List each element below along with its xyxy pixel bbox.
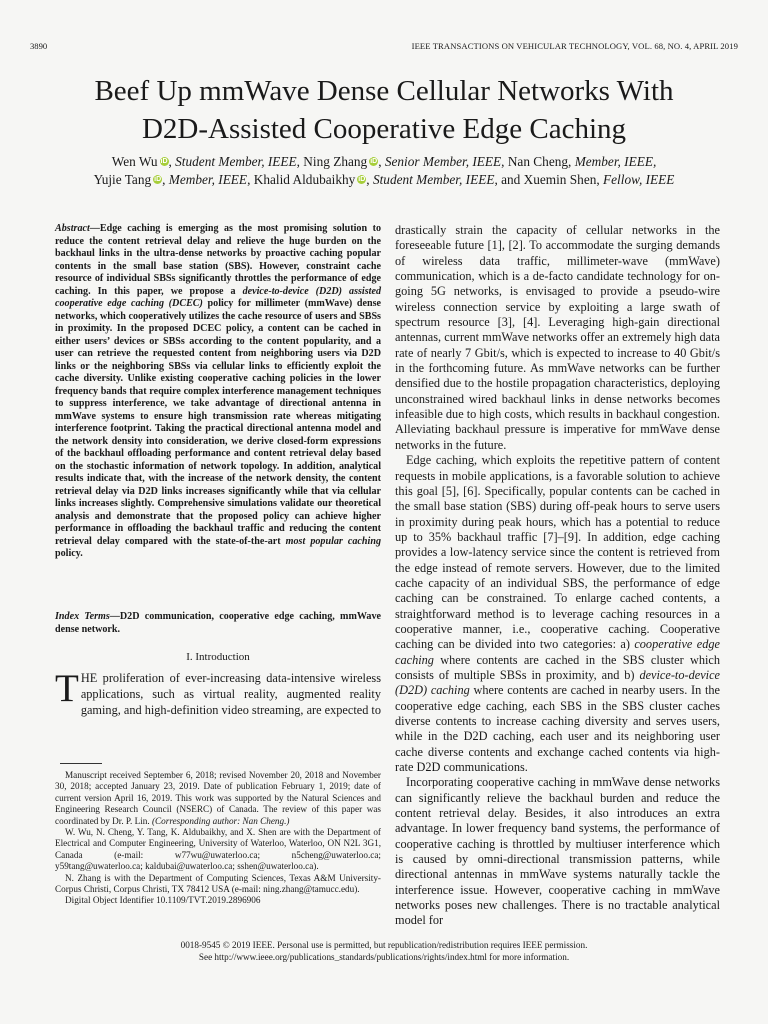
author-name: Yujie Tang [93, 171, 152, 187]
running-header [30, 41, 738, 53]
abstract-emphasis: device-to-device (D2D) assisted cooperative edge caching (DCEC) [55, 285, 381, 309]
author-role: Student Member, IEEE [175, 154, 297, 169]
abstract-text: policy for millimeter (mmWave) dense networks, which cooperatively utilizes the cache resource of users and SBSs in proximity. In the proposed DCEC policy, a content can be cached in either users’ devices or SBSs according to the content popularity, and a user can retrieve the requested content from neighboring users via D2D links or the neighboring SBSs via cellular links to efficiently exploit the cache diversity. Unlike existing cooperative caching policies in the lower frequency bands that require complex interference management techniques to suppress interference, we take advantage of directional antenna in mmWave systems to ensure high transmission rate whereas mitigating interference footprint. Taking the practical directional antenna model and the network density into consideration, we derive closed-form expressions of the backhaul offloading performance and content retrieval delay based on the stochastic information of network topology. In addition, analytical results indicate that, with the increase of the network density, the content retrieval delay via D2D links increases significantly while that via cellular links increases slightly. Comprehensive simulations validate our theoretical analysis and demonstrate that the proposed policy can achieve higher performance in offloading the backhaul traffic and reducing the content retrieval delay compared with the state-of-the-art [55, 298, 381, 547]
index-terms-text: —D2D communication, cooperative edge caching, mmWave dense network. [55, 611, 381, 635]
author-name: Nan Cheng, [507, 154, 572, 169]
orcid-icon[interactable]: iD [370, 158, 378, 165]
body-paragraph: drastically strain the capacity of cellular networks in the foreseeable future [1], [2]. To accommodate the surging demands of wireless data traffic, millimeter-wave (mmWave) communication, which is a de-facto candidate technology for on-going 5G networks, is envisaged to provide a pseudo-wire wireless connection service by exploiting a large swath of spectrum resource [3], [4]. Leveraging high-gain directional antennas, current mmWave networks offer an extremely high data rate of nearly 7 Gbit/s, which is expected to increase to 40 Gbit/s in the forthcoming future. As mmWave networks can be further densified due to the hostile propagation characteristics, deploying unconstrained wired backhaul links in dense networks becomes infeasible due to high costs, which results in backhaul congestion. Alleviating backhaul pressure is imperative for mmWave dense networks in the future. [395, 223, 720, 452]
author-role: Member, IEEE [168, 171, 248, 187]
title-line: Beef Up mmWave Dense Cellular Networks With [94, 75, 674, 107]
rights-url-line[interactable]: See http://www.ieee.org/publications_standards/publications/rights/index.html for more information. [198, 951, 570, 962]
author-list [20, 153, 748, 188]
orcid-icon[interactable]: iD [154, 175, 162, 183]
footnote-affiliation: W. Wu, N. Cheng, Y. Tang, K. Aldubaikhy, and X. Shen are with the Department of Electrical and Computer Engineering, University of Waterloo, Waterloo, ON N2L 3G1, Canada (e-mail: w77wu@uwaterloo.ca; n5cheng@uwaterloo.ca; y59tang@uwaterloo.ca; kaldubai@uwaterloo.ca; sshen@uwaterloo.ca). [55, 827, 381, 872]
section-heading: I. Introduction [186, 651, 250, 663]
footnote-rule [60, 763, 102, 764]
abstract-label: Abstract [55, 223, 90, 234]
body-paragraph: Edge caching, which exploits the repetitive pattern of content requests in mobile applications, is a favorable solution to achieve this goal [5], [6]. Specifically, popular contents can be cached in the small base station (SBS) during off-peak hours to serve users in proximity during peak hours, which has a potential to reduce up to 35% backhaul traffic [7]–[9]. In addition, edge caching provides a low-latency service since the content is retrieved from the edge instead of remote servers. However, due to the limited cache capacity of an individual SBS, the performance of edge caching can be constrained. To enlarge cached contents, a straightforward method is to leverage caching resources in a cooperative manner, i.e., cooperative caching. Cooperative caching can be divided into two categories: a) cooperative edge caching where contents are cached in the SBS cluster which consists of multiple SBSs in proximity, and b) device-to-device (D2D) caching where contents are cached in nearby users. In the cooperative edge caching, each SBS in the SBS cluster caches diverse contents to increase caching diversity and serves users, while in the D2D caching, each user and its neighboring user cache diverse contents and exchange cached contents via high-rate D2D communications. [395, 453, 720, 775]
author-name: Ning Zhang [303, 154, 368, 169]
title-line: D2D-Assisted Cooperative Edge Caching [141, 113, 627, 145]
body-paragraph: Incorporating cooperative caching in mmWave dense networks can significantly relieve the backhaul burden and reduce the content retrieval delay. Besides, it also introduces an extra advantage. In lower frequency band systems, the performance of cooperative caching is throttled by multiuser interference which is caused by omni-directional transmission patterns, while directional antennas in mmWave systems naturally tackle the interference issue. However, cooperative caching in mmWave networks poses new challenges. There is no tractable analytical model for [395, 775, 720, 928]
footnote-affiliation: N. Zhang is with the Department of Computing Sciences, Texas A&M University-Corpus Christi, Corpus Christi, TX 78412 USA (e-mail: ning.zhang@tamucc.edu). [55, 872, 381, 895]
paper-title [40, 72, 728, 148]
author-role: Member, IEEE, [574, 154, 657, 169]
drop-cap: T [55, 667, 79, 710]
right-column [395, 223, 720, 929]
footnote-manuscript: Manuscript received September 6, 2018; revised November 20, 2018 and November 30, 2018; accepted January 23, 2019. Date of publication February 1, 2019; date of current version April 16, 2019. This work was supported by the Natural Sciences and Engineering Research Council (NSERC) of Canada. The review of this paper was coordinated by Dr. P. Lin. (Corresponding author: Nan Cheng.) [55, 770, 381, 826]
abstract [55, 223, 381, 561]
orcid-icon[interactable]: iD [358, 175, 366, 183]
author-role: Fellow, IEEE [603, 171, 675, 187]
orcid-icon[interactable]: iD [160, 158, 168, 165]
author-role: Student Member, IEEE [372, 171, 495, 187]
intro-paragraph [55, 667, 381, 718]
author-name: and Xuemin Shen, [501, 171, 600, 187]
footnotes [55, 770, 381, 907]
journal-name: IEEE TRANSACTIONS ON VEHICULAR TECHNOLOGY, VOL. 68, NO. 4, APRIL 2019 [411, 41, 738, 51]
index-terms [55, 611, 381, 636]
copyright-line: 0018-9545 © 2019 IEEE. Personal use is permitted, but republication/redistribution requires IEEE permission. [180, 940, 588, 950]
abstract-text: policy. [55, 548, 83, 559]
page-number: 3890 [30, 41, 48, 51]
author-name: Khalid Aldubaikhy [253, 171, 356, 187]
index-terms-label: Index Terms [55, 611, 110, 622]
intro-text: HE proliferation of ever-increasing data-intensive wireless applications, such as virtual reality, augmented reality gaming, and high-definition video streaming, are expected to [80, 671, 381, 717]
abstract-emphasis: most popular caching [285, 535, 381, 547]
copyright-notice [40, 940, 728, 963]
author-role: Senior Member, IEEE [384, 154, 502, 169]
abstract-text: —Edge caching is emerging as the most promising solution to reduce the content retrieval delay and relieve the huge burden on the backhaul links in the ultra-dense networks by proactive caching popular contents in the small base station (SBS). However, constraint cache resource of individual SBSs significantly throttles the performance of edge caching. In this paper, we propose a [55, 223, 381, 297]
author-name: Wen Wu [111, 154, 158, 169]
author-line-2: Yujie Tang iD, Member, IEEE, Khalid Aldubaikhy iD, Student Member, IEEE, and Xuemin Shen, Fellow, IEEE [93, 171, 675, 187]
author-line-1: Wen Wu iD, Student Member, IEEE, Ning Zhang iD, Senior Member, IEEE, Nan Cheng, Member, IEEE, [111, 154, 657, 169]
doi: Digital Object Identifier 10.1109/TVT.2019.2896906 [65, 895, 261, 906]
